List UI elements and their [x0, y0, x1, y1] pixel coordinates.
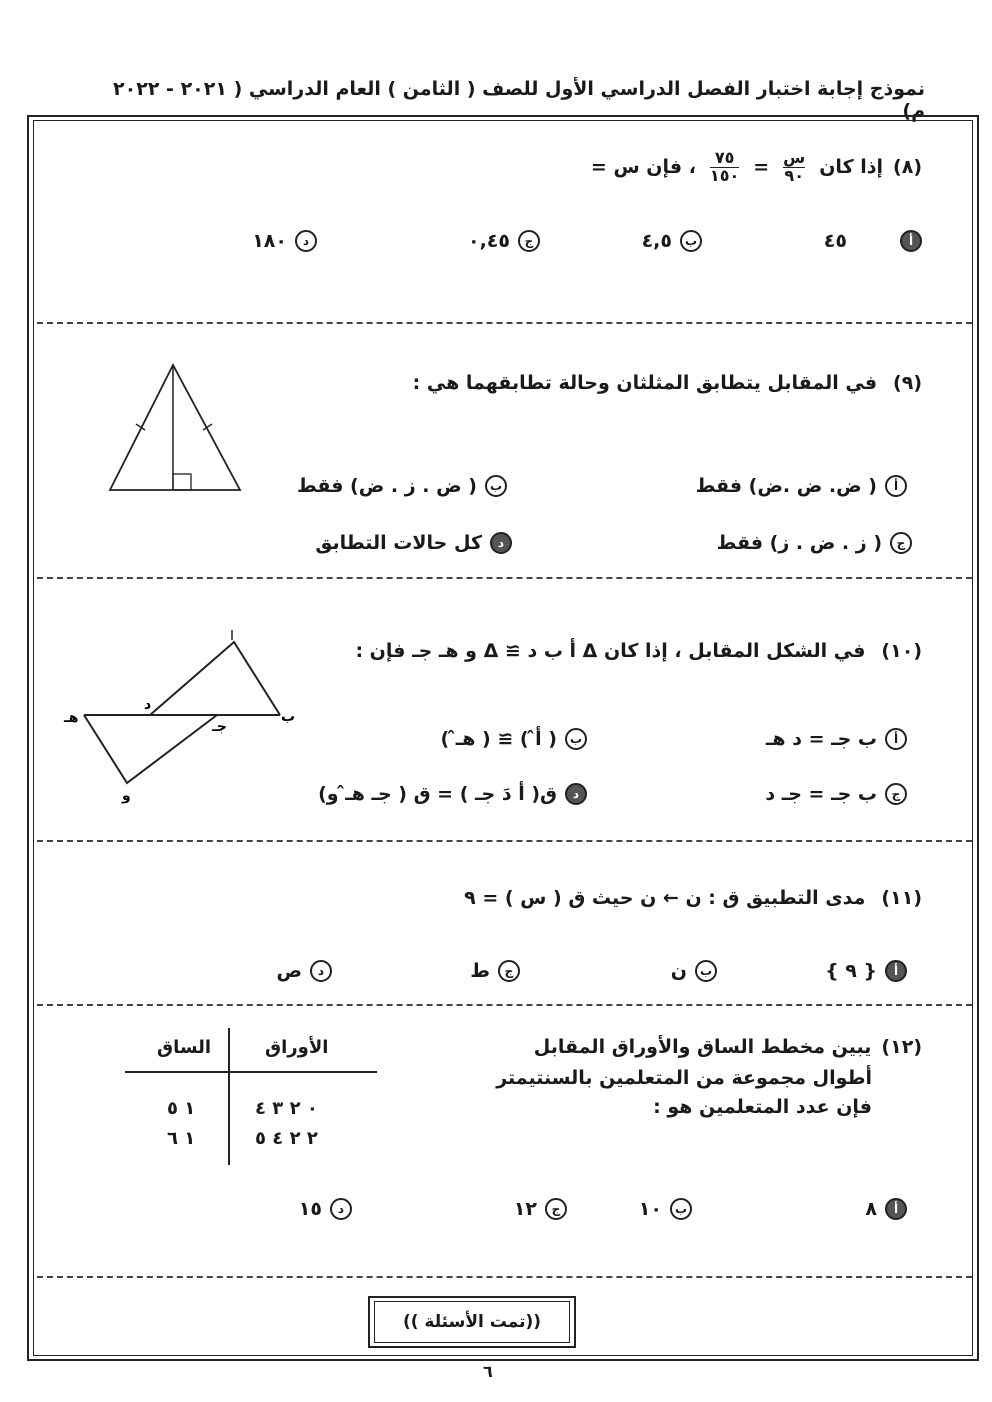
- question-text: في المقابل يتطابق المثلثان وحالة تطابقهما هي :: [412, 372, 878, 394]
- option-b[interactable]: ب ١٠: [639, 1198, 692, 1220]
- table-row-stem: ١ ٥: [167, 1098, 196, 1119]
- question-12: [534, 1036, 922, 1058]
- question-number: (١٢): [881, 1036, 922, 1058]
- separator: [37, 1276, 972, 1278]
- label-w: و: [122, 788, 131, 804]
- question-12-line3: فإن عدد المتعلمين هو :: [653, 1096, 872, 1118]
- separator: [37, 322, 972, 324]
- option-letter-circle: د: [490, 532, 512, 554]
- stem-leaf-table: [125, 1025, 380, 1165]
- option-letter-circle: ب: [670, 1198, 692, 1220]
- option-a[interactable]: أ ( ض. ض .ض) فقط: [696, 475, 907, 497]
- option-d[interactable]: د ق( أ دَ جـ ) = ق ( جـ هـ̂ و): [318, 783, 587, 805]
- option-letter-circle: د: [310, 960, 332, 982]
- fraction-75-over-150: $\frac{٧٥}{١٥٠}$: [709, 148, 740, 185]
- option-c[interactable]: ج ( ز . ض . ز) فقط: [717, 532, 912, 554]
- option-a[interactable]: أ ب جـ = د هـ: [766, 728, 907, 750]
- option-letter-circle: د: [330, 1198, 352, 1220]
- option-letter-circle: ج: [890, 532, 912, 554]
- table-row-leaves: ٠ ٢ ٣ ٤: [255, 1098, 318, 1119]
- question-10: [355, 640, 922, 662]
- option-c[interactable]: ج ١٢: [514, 1198, 567, 1220]
- label-j: جـ: [212, 719, 227, 735]
- option-letter-circle: ب: [695, 960, 717, 982]
- option-letter-circle: ج: [885, 783, 907, 805]
- option-letter-circle: أ: [885, 475, 907, 497]
- option-b[interactable]: ب ( أ̂ ) ≅ ( هـ̂ ): [440, 728, 587, 750]
- question-text: إذا كان: [819, 156, 884, 179]
- option-letter-circle: ج: [545, 1198, 567, 1220]
- isosceles-triangle-figure: [100, 360, 250, 500]
- label-h: هـ: [64, 710, 79, 726]
- option-d[interactable]: د ١٥: [299, 1198, 352, 1220]
- two-triangles-figure: [62, 625, 302, 805]
- option-letter-circle: ج: [518, 230, 540, 252]
- option-c[interactable]: ج ط: [470, 960, 520, 982]
- option-letter-circle: أ: [885, 960, 907, 982]
- question-12-line2: أطوال مجموعة من المتعلمين بالسنتيمتر: [496, 1067, 872, 1089]
- option-c[interactable]: ج ب جـ = جـ د: [765, 783, 907, 805]
- option-d[interactable]: د ص: [276, 960, 332, 982]
- question-text: ، فإن س =: [590, 156, 696, 179]
- question-number: (١٠): [881, 640, 922, 662]
- equals-sign: =: [753, 156, 770, 179]
- question-text: في الشكل المقابل ، إذا كان Δ أ ب د ≅ Δ و هـ جـ فإن :: [355, 640, 866, 662]
- separator: [37, 840, 972, 842]
- option-letter-circle: ب: [680, 230, 702, 252]
- page-header: نموذج إجابة اختبار الفصل الدراسي الأول للصف ( الثامن ) العام الدراسي ( ٢٠٢١ - ٢٠٢٢ م): [113, 78, 925, 122]
- table-row-stem: ١ ٦: [167, 1128, 196, 1149]
- page-number: ٦: [483, 1362, 493, 1381]
- option-letter-circle: أ: [885, 1198, 907, 1220]
- leaves-header: الأوراق: [265, 1037, 329, 1058]
- option-letter-circle: د: [295, 230, 317, 252]
- question-number: (٨): [893, 156, 922, 179]
- option-a[interactable]: [900, 230, 922, 252]
- option-b[interactable]: ب ن: [671, 960, 717, 982]
- option-letter-circle: أ: [885, 728, 907, 750]
- option-b[interactable]: ب ( ض . ز . ض) فقط: [297, 475, 507, 497]
- option-a[interactable]: أ { ٩ }: [825, 960, 907, 982]
- option-letter-circle: ج: [498, 960, 520, 982]
- question-number: (١١): [881, 887, 922, 909]
- option-letter-circle: د: [565, 783, 587, 805]
- label-b: ب: [281, 709, 296, 725]
- option-letter-circle: ب: [485, 475, 507, 497]
- option-letter-circle: أ: [900, 230, 922, 252]
- question-11: [464, 887, 922, 909]
- stem-header: الساق: [157, 1037, 212, 1058]
- table-row-leaves: ٢ ٢ ٤ ٥: [255, 1128, 318, 1149]
- separator: [37, 577, 972, 579]
- option-d[interactable]: د كل حالات التطابق: [315, 532, 512, 554]
- option-c[interactable]: ج ٠,٤٥: [468, 230, 540, 252]
- option-letter-circle: ب: [565, 728, 587, 750]
- option-a-text: ٤٥: [823, 230, 847, 252]
- question-text: يبين مخطط الساق والأوراق المقابل: [533, 1036, 872, 1058]
- fraction-x-over-90: $\frac{\text{س}}{٩٠}$: [783, 148, 806, 185]
- question-number: (٩): [893, 372, 922, 394]
- option-a[interactable]: أ ٨: [865, 1198, 907, 1220]
- separator: [37, 1004, 972, 1006]
- option-b[interactable]: ب ٤,٥: [642, 230, 702, 252]
- end-of-questions: ((تمت الأسئلة )): [374, 1301, 570, 1343]
- question-text: مدى التطبيق ق : ن ← ن حيث ق ( س ) = ٩: [464, 887, 866, 909]
- question-9: [413, 372, 922, 394]
- option-d[interactable]: د ١٨٠: [252, 230, 317, 252]
- question-8: [591, 150, 922, 185]
- label-d: د: [144, 697, 152, 713]
